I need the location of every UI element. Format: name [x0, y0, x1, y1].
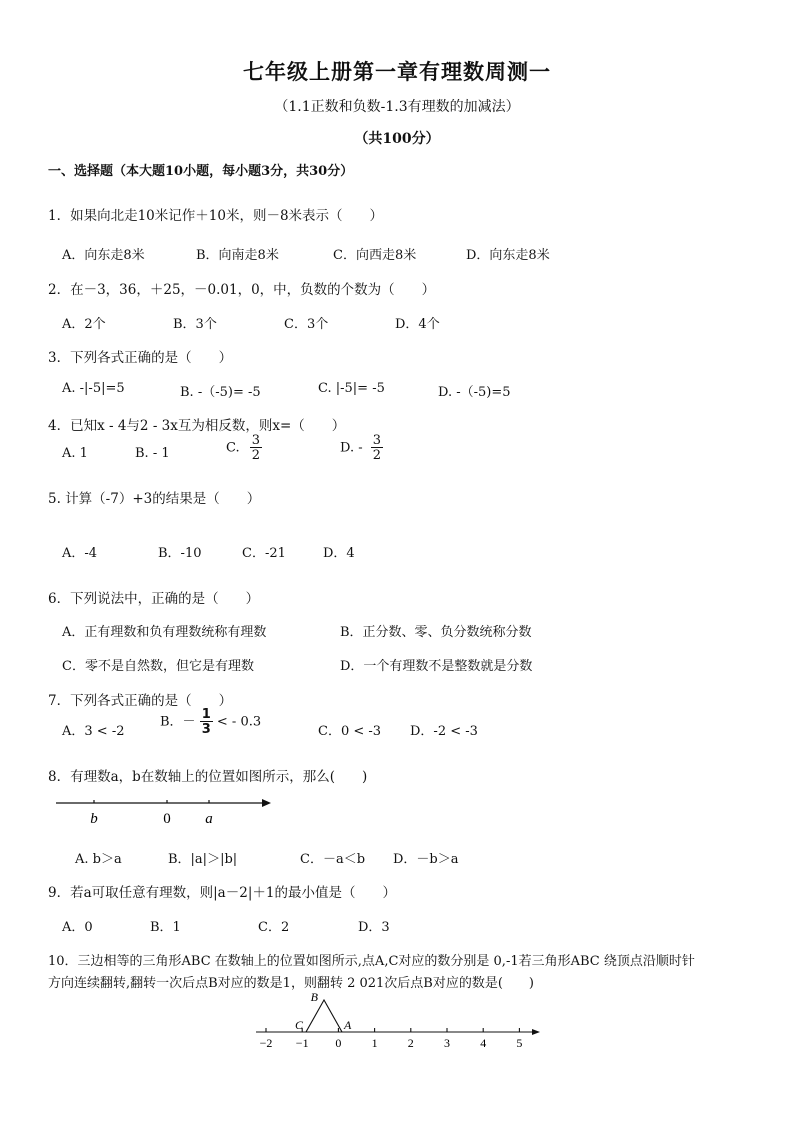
vertex-label-b: B — [310, 990, 318, 1004]
question-8-option-d: D．－b＞a — [393, 852, 459, 867]
vertex-label-c: C — [294, 1018, 303, 1032]
question-8-number-line — [52, 793, 282, 831]
question-2-option-b: B．3个 — [173, 317, 217, 332]
tick-label: 5 — [516, 1036, 523, 1050]
question-1-option-b: B．向南走8米 — [196, 248, 279, 263]
arrowhead-icon — [532, 1029, 540, 1035]
tick-label: 1 — [371, 1036, 378, 1050]
vertex-label-a: A — [344, 1018, 352, 1032]
tick-label: −1 — [295, 1036, 309, 1050]
question-1-option-c: C．向西走8米 — [333, 248, 417, 263]
question-2-option-a: A．2个 — [62, 317, 106, 332]
question-7-option-b-fraction — [200, 708, 213, 736]
tick-label: 0 — [335, 1036, 342, 1050]
question-2-option-c: C．3个 — [284, 317, 329, 332]
question-7-option-d: D．-2 < -3 — [410, 724, 478, 739]
question-9-option-c: C．2 — [258, 920, 290, 935]
question-4-option-c — [226, 434, 262, 462]
question-7-stem: 7．下列各式正确的是（ ） — [48, 693, 233, 709]
axis-label-b: b — [90, 811, 98, 827]
question-8-option-b: B．|a|＞|b| — [168, 852, 238, 867]
question-4-option-c-label: C. — [226, 440, 240, 456]
question-5-option-d: D．4 — [323, 546, 355, 561]
question-4-option-d-label: D. - — [340, 440, 363, 456]
fraction-numerator: 1 — [201, 707, 211, 722]
question-10-triangle-number-line — [250, 990, 550, 1050]
question-7-option-b — [160, 708, 261, 736]
question-9-option-d: D．3 — [358, 920, 390, 935]
question-4-option-b: B. - 1 — [135, 446, 170, 461]
fraction-numerator: 3 — [251, 433, 261, 448]
tick-label: −2 — [259, 1036, 273, 1050]
fraction-denominator: 2 — [372, 448, 382, 463]
tick-label: 3 — [444, 1036, 450, 1050]
tick-label: 2 — [407, 1036, 414, 1050]
question-1-option-a: A．向东走8米 — [62, 248, 145, 263]
question-1-option-d: D．向东走8米 — [466, 248, 550, 263]
question-9-option-a: A．0 — [62, 920, 93, 935]
question-1-stem: 1．如果向北走10米记作＋10米，则－8米表示（ ） — [48, 208, 384, 224]
triangle-abc — [306, 1000, 342, 1032]
question-8-option-c: C．－a＜b — [300, 852, 366, 867]
question-4-stem: 4．已知x - 4与2 - 3x互为相反数，则x=（ ） — [48, 418, 346, 434]
tick-label: 4 — [480, 1036, 487, 1050]
section-heading: 一、选择题（本大题10小题，每小题3分，共30分） — [48, 164, 354, 179]
question-10-stem-line-2: 方向连续翻转,翻转一次后点B对应的数是1，则翻转 2 021次后点B对应的数是( ) — [48, 976, 535, 991]
question-5-option-b: B．-10 — [158, 546, 202, 561]
question-5-option-c: C．-21 — [242, 546, 286, 561]
page-subtitle: （1.1正数和负数-1.3有理数的加减法） — [274, 99, 520, 115]
fraction-denominator: 3 — [201, 722, 211, 737]
total-score: （共100分） — [354, 131, 440, 147]
question-3-option-c: C. |-5|= -5 — [318, 381, 385, 396]
question-2-stem: 2．在－3，36，＋25，－0.01，0，中，负数的个数为（ ） — [48, 282, 436, 298]
question-4-option-d — [340, 434, 383, 462]
question-8-stem: 8．有理数a，b在数轴上的位置如图所示，那么( ) — [48, 769, 368, 785]
question-4-option-c-fraction — [250, 434, 262, 462]
arrowhead-icon — [262, 799, 271, 807]
question-4-option-a: A. 1 — [62, 446, 88, 461]
question-3-option-a: A. -|-5|=5 — [62, 381, 125, 396]
question-7-option-a: A．3 < -2 — [62, 724, 125, 739]
question-3-option-b: B. -（-5)= -5 — [180, 385, 261, 400]
question-8-option-a: A. b＞a — [75, 852, 122, 867]
question-6-option-b: B．正分数、零、负分数统称分数 — [340, 625, 532, 640]
question-9-option-b: B．1 — [150, 920, 181, 935]
axis-label-a: a — [205, 811, 213, 827]
question-6-stem: 6．下列说法中，正确的是（ ） — [48, 591, 260, 607]
fraction-numerator: 3 — [372, 433, 382, 448]
question-5-option-a: A．-4 — [62, 546, 98, 561]
question-6-option-a: A．正有理数和负有理数统称有理数 — [62, 625, 267, 640]
question-5-stem: 5. 计算（-7）+3的结果是（ ） — [48, 491, 261, 507]
question-9-stem: 9．若a可取任意有理数，则|a－2|＋1的最小值是（ ） — [48, 885, 396, 901]
question-3-stem: 3．下列各式正确的是（ ） — [48, 350, 233, 366]
tick-marks — [266, 1028, 519, 1032]
question-6-option-c: C．零不是自然数，但它是有理数 — [62, 659, 254, 674]
question-7-option-c: C．0 < -3 — [318, 724, 382, 739]
question-4-option-d-fraction — [371, 434, 383, 462]
question-3-option-d: D. -（-5)=5 — [438, 385, 511, 400]
axis-label-zero: 0 — [163, 811, 171, 827]
tick-labels — [260, 1036, 523, 1050]
fraction-denominator: 2 — [251, 448, 261, 463]
question-7-option-b-suffix: < - 0.3 — [216, 714, 262, 730]
question-10-stem-line-1: 10．三边相等的三角形ABC 在数轴上的位置如图所示,点A,C对应的数分别是 0,-1若三角形ABC 绕顶点沿顺时针 — [48, 954, 695, 969]
page-title: 七年级上册第一章有理数周测一 — [243, 59, 551, 84]
question-2-option-d: D．4个 — [395, 317, 440, 332]
question-6-option-d: D．一个有理数不是整数就是分数 — [340, 659, 533, 674]
question-7-option-b-prefix: B．－ — [160, 714, 196, 730]
